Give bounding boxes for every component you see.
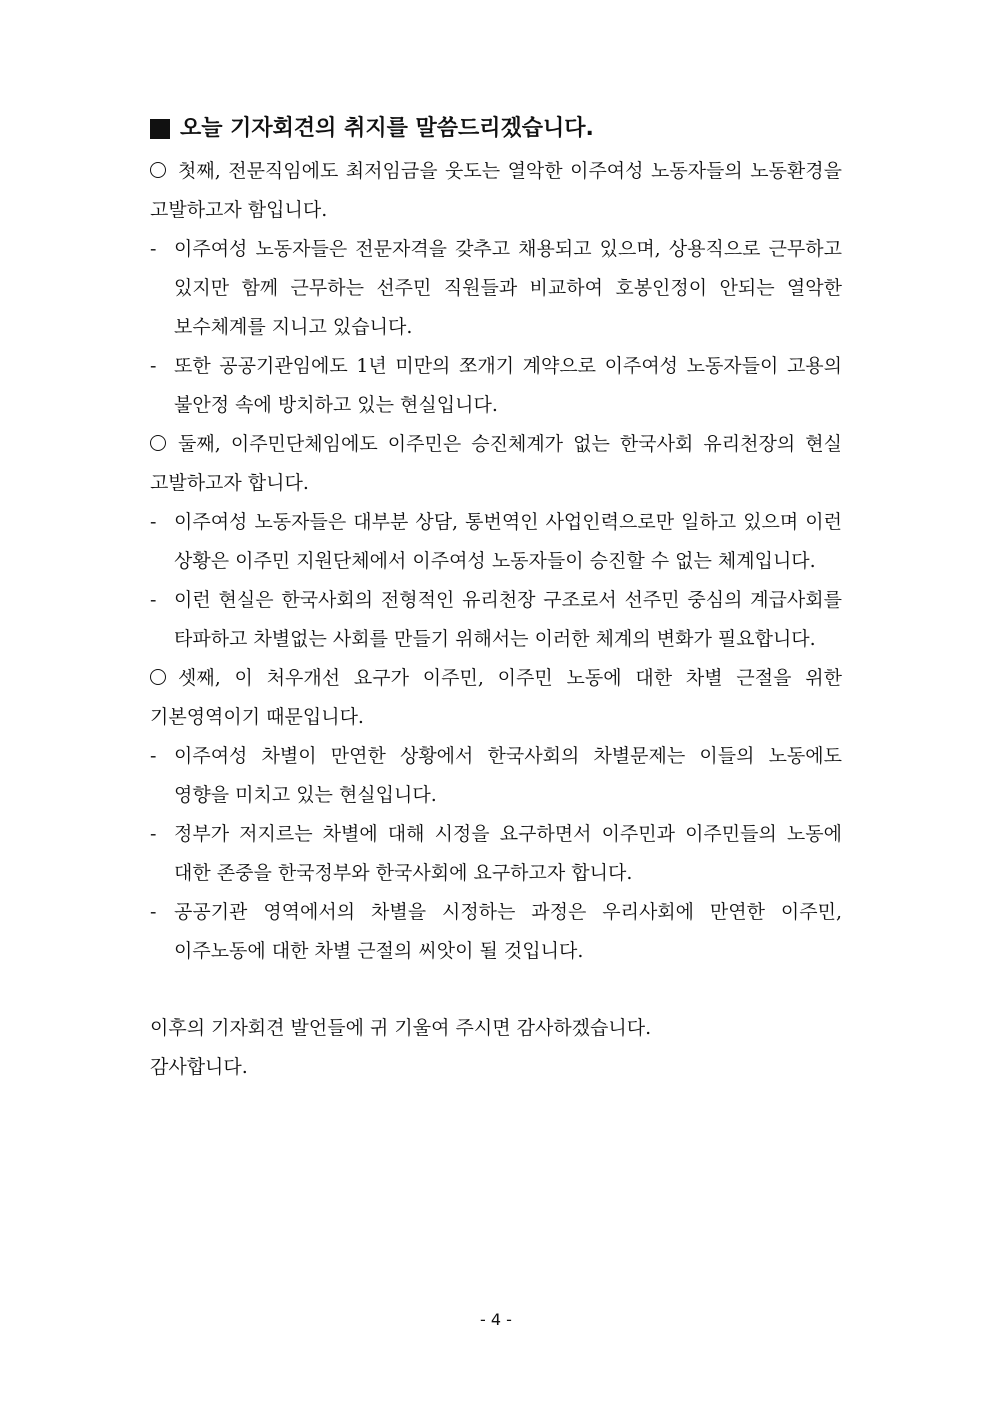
sub-point-text: 이주여성 차별이 만연한 상황에서 한국사회의 차별문제는 이들의 노동에도 영향을 미치고 있는 현실입니다. — [174, 745, 842, 806]
black-square-icon — [150, 119, 170, 139]
dash-bullet-icon: - — [150, 589, 157, 611]
point-first — [150, 152, 842, 230]
sub-point — [150, 347, 842, 425]
dash-bullet-icon: - — [150, 355, 157, 377]
sub-point — [150, 230, 842, 347]
dash-bullet-icon: - — [150, 511, 157, 533]
sub-point — [150, 893, 842, 971]
sub-point-text: 이주여성 노동자들은 전문자격을 갖추고 채용되고 있으며, 상용직으로 근무하고 있지만 함께 근무하는 선주민 직원들과 비교하여 호봉인정이 안되는 열악한 보수체계를 지니고 있습니다. — [174, 238, 842, 338]
sub-point — [150, 815, 842, 893]
sub-point-text: 공공기관 영역에서의 차별을 시정하는 과정은 우리사회에 만연한 이주민, 이주노동에 대한 차별 근절의 씨앗이 될 것입니다. — [174, 901, 842, 962]
heading-text: 오늘 기자회견의 취지를 말씀드리겠습니다. — [180, 116, 594, 141]
sub-point-text: 이런 현실은 한국사회의 전형적인 유리천장 구조로서 선주민 중심의 계급사회를 타파하고 차별없는 사회를 만들기 위해서는 이러한 체계의 변화가 필요합니다. — [174, 589, 842, 650]
document-page — [150, 112, 842, 1087]
sub-point-text: 또한 공공기관임에도 1년 미만의 쪼개기 계약으로 이주여성 노동자들이 고용의 불안정 속에 방치하고 있는 현실입니다. — [174, 355, 842, 416]
page-number: - 4 - — [480, 1310, 512, 1329]
dash-bullet-icon: - — [150, 901, 157, 923]
point-second-text: 둘째, 이주민단체임에도 이주민은 승진체계가 없는 한국사회 유리천장의 현실 고발하고자 합니다. — [150, 433, 842, 494]
circle-bullet-icon — [150, 162, 166, 178]
point-second — [150, 425, 842, 503]
sub-point-text: 정부가 저지르는 차별에 대해 시정을 요구하면서 이주민과 이주민들의 노동에 대한 존중을 한국정부와 한국사회에 요구하고자 합니다. — [174, 823, 842, 884]
sub-point — [150, 503, 842, 581]
closing-thanks: 감사합니다. — [150, 1056, 248, 1078]
dash-bullet-icon: - — [150, 823, 157, 845]
dash-bullet-icon: - — [150, 745, 157, 767]
circle-bullet-icon — [150, 435, 166, 451]
point-first-text: 첫째, 전문직임에도 최저임금을 웃도는 열악한 이주여성 노동자들의 노동환경을 고발하고자 함입니다. — [150, 160, 842, 221]
circle-bullet-icon — [150, 669, 166, 685]
sub-point — [150, 581, 842, 659]
dash-bullet-icon: - — [150, 238, 157, 260]
point-third — [150, 659, 842, 737]
blank-line — [150, 971, 842, 1009]
sub-point-text: 이주여성 노동자들은 대부분 상담, 통번역인 사업인력으로만 일하고 있으며 이런 상황은 이주민 지원단체에서 이주여성 노동자들이 승진할 수 없는 체계입니다. — [174, 511, 842, 572]
closing-remark: 이후의 기자회견 발언들에 귀 기울여 주시면 감사하겠습니다. — [150, 1017, 652, 1039]
section-heading — [150, 112, 842, 146]
point-third-text: 셋째, 이 처우개선 요구가 이주민, 이주민 노동에 대한 차별 근절을 위한 기본영역이기 때문입니다. — [150, 667, 842, 728]
sub-point — [150, 737, 842, 815]
